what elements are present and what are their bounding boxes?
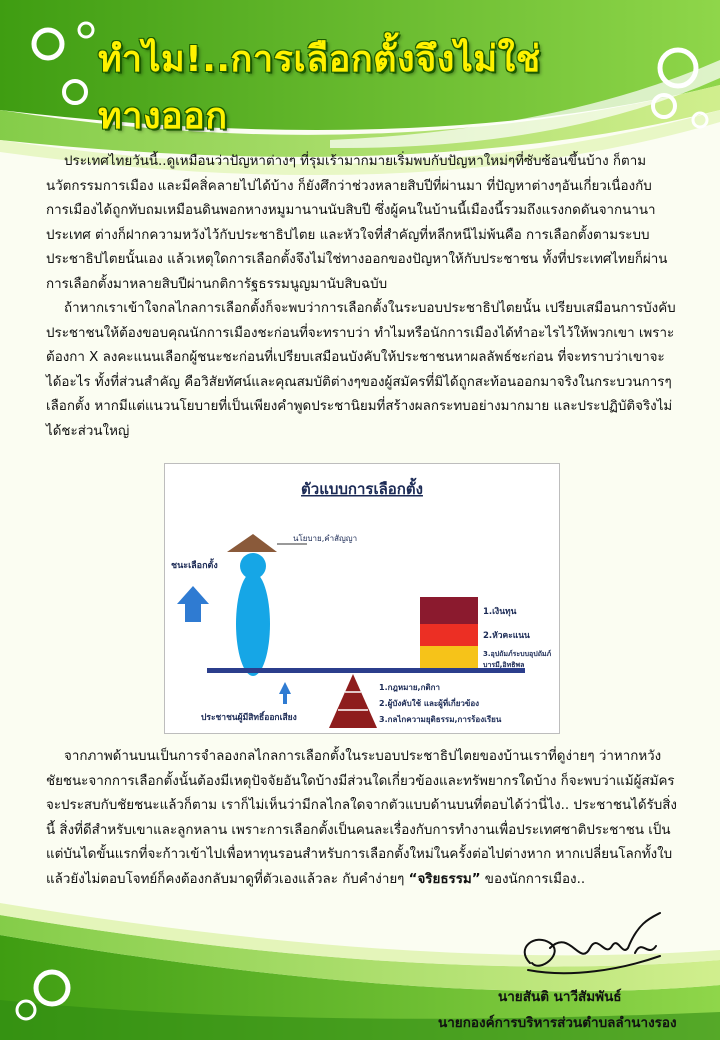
stack-label-4: บารมี,อิทธิพล [483,661,525,669]
winner-label: ชนะเลือกตั้ง [171,561,218,571]
arrow-up-icon [177,586,209,622]
paragraph-3-text: จากภาพด้านบนเป็นการจำลองกลไกลการเลือกตั้งในระบอบประชาธิปไตยของบ้านเราที่ดูง่ายๆ ว่าหากหวังชัยชนะจากการเลือกตั้งนั้นต้องมีเหตุปัจจัยอันใดบ้างมีส่วนใดเกี่ยวข้องและทรัพยากรใดบ้าง ก็จะพบว่าแม้ผู้สมัครจะประสบกับชัยชนะแล้วก็ตาม เราก็ไม่เห็นว่ามีกลไกลใดจากตัวแบบด้านบนที่ตอบได้ว่านี่ไง.. ประชาชนได้รับสิ่งนี้ สิ่งที่ดีสำหรับเขาและลูกหลาน เพราะการเลือกตั้งเป็นคนละเรื่องกับการทำงานเพื่อประเทศชาติประชาชน เป็นแต่บันไดขั้นแรกที่จะก้าวเข้าไปเพื่อหาทุนรอนสำหรับการเลือกตั้งใหม่ในครั้งต่อไปต่างหาก หากเปลี่ยนโลกทั้งใบแล้วยังไม่ตอบโจทย์ก็คงต้องกลับมาดูที่ตัวเองแล้วละ กับคำง่ายๆ [46,749,677,887]
stack-label-3: 3.อุปถัมภ์ระบบอุปถัมภ์ [483,650,552,658]
stack-label-1: 1.เงินทุน [483,607,517,617]
closing-text: ของนักการเมือง.. [480,871,586,887]
conclusion-paragraph [46,745,680,892]
figure-title: ตัวแบบการเลือกตั้ง [301,480,423,498]
paragraph-1: ประเทศไทยวันนี้..ดูเหมือนว่าปัญหาต่างๆ ที่รุมเร้ามากมายเริ่มพบกับปัญหาใหม่ๆที่ซับซ้อนขึ้นบ้าง ก็ตามนวัตกรรมการเมือง และมีคสิ่คลายไปได้บ้าง ก็ยังศึกว่าช่วงหลายสิบปีที่ผ่านมา ที่ปัญหาต่างๆอันเกี่ยวเนื่องกับการเมืองได้ถูกทับถมเหมือนดินพอกหางหมูมานานนับสิบปี ซึ่งผู้คนในบ้านนี้เมืองนี้รวมถึงแรงกดดันจากนานาประเทศ ต่างก็ฝากความหวังไว้กับประชาธิปไตย และหัวใจที่สำคัญที่หลีกหนีไม่พ้นคือ การเลือกตั้งตามระบบประชาธิปไตยนั้นเอง แล้วเหตุใดการเลือกตั้งจึงไม่ใช่ทางออกของปัญหาให้กับประชาชน ทั้งที่ประเทศไทยก็ผ่านการเลือกตั้งมาหลายสิบปีผ่านกติการัฐธรรมนูญมานับสิบฉบับ [46,154,668,292]
figure-body [236,572,270,676]
handwritten-signature [510,908,670,988]
arrow-up-small-icon [279,682,291,704]
page-title: ทำไม!..การเลือกตั้งจึงไม่ใช่ทางออก [98,39,541,137]
pyramid-fulcrum [329,674,377,728]
balance-beam [207,668,525,673]
hat-icon [227,534,277,552]
stack-block-funds [420,597,478,624]
pyramid-label-3: 3.กลไกความยุติธรรม,การร้องเรียน [379,715,502,724]
pyramid-label-1: 1.กฎหมาย,กติกา [379,683,440,692]
signer-name: นายสันติ นาวีสัมพันธ์ [498,989,622,1005]
paragraph-3 [46,745,680,892]
highlight-ethics: “จริยธรรม” [408,871,481,887]
paragraph-2: ถ้าหากเราเข้าใจกลไกลการเลือกตั้งก็จะพบว่าการเลือกตั้งในระบอบประชาธิปไตยนั้น เปรียบเสมือนการบังคับประชาชนให้ต้องขอบคุณนักการเมืองชะก่อนที่จะทราบว่า ทำไมหรือนักการเมืองได้ทำอะไรไว้ให้พวกเขา เพราะต้องกา X ลงคะแนนเลือกผู้ชนะชะก่อนที่เปรียบเสมือนบังคับให้ประชาชนหาผลลัพธ์ชะก่อน ที่จะทราบว่าเขาจะได้อะไร ทั้งที่ส่วนสำคัญ คือวิสัยทัศน์และคุณสมบัติต่างๆของผู้สมัครที่มิได้ถูกสะท้อนออกมาจริงในกระบวนการๆเลือกตั้ง หากมีแต่แนวนโยบายที่เป็นเพียงคำพูดประชานิยมที่สร้างผลกระทบอย่างมากมาย และประปฏิบัติจริงไม่ได้ชะส่วนใหญ่ [46,301,676,439]
people-label: ประชาชนผู้มีสิทธิ์ออกเสียง [201,713,297,723]
intro-paragraphs [46,150,680,444]
signer-title: นายกองค์การบริหารส่วนตำบลลำนางรอง [438,1015,677,1031]
stack-label-2: 2.หัวคะแนน [483,631,530,641]
pyramid-label-2: 2.ผู้บังคับใช้ และผู้ที่เกี่ยวข้อง [379,699,480,708]
policy-label: นโยบาย,คำสัญญา [293,534,358,543]
stack-block-patronage [420,646,478,668]
stack-block-canvassers [420,624,478,646]
election-model-figure [164,463,560,734]
